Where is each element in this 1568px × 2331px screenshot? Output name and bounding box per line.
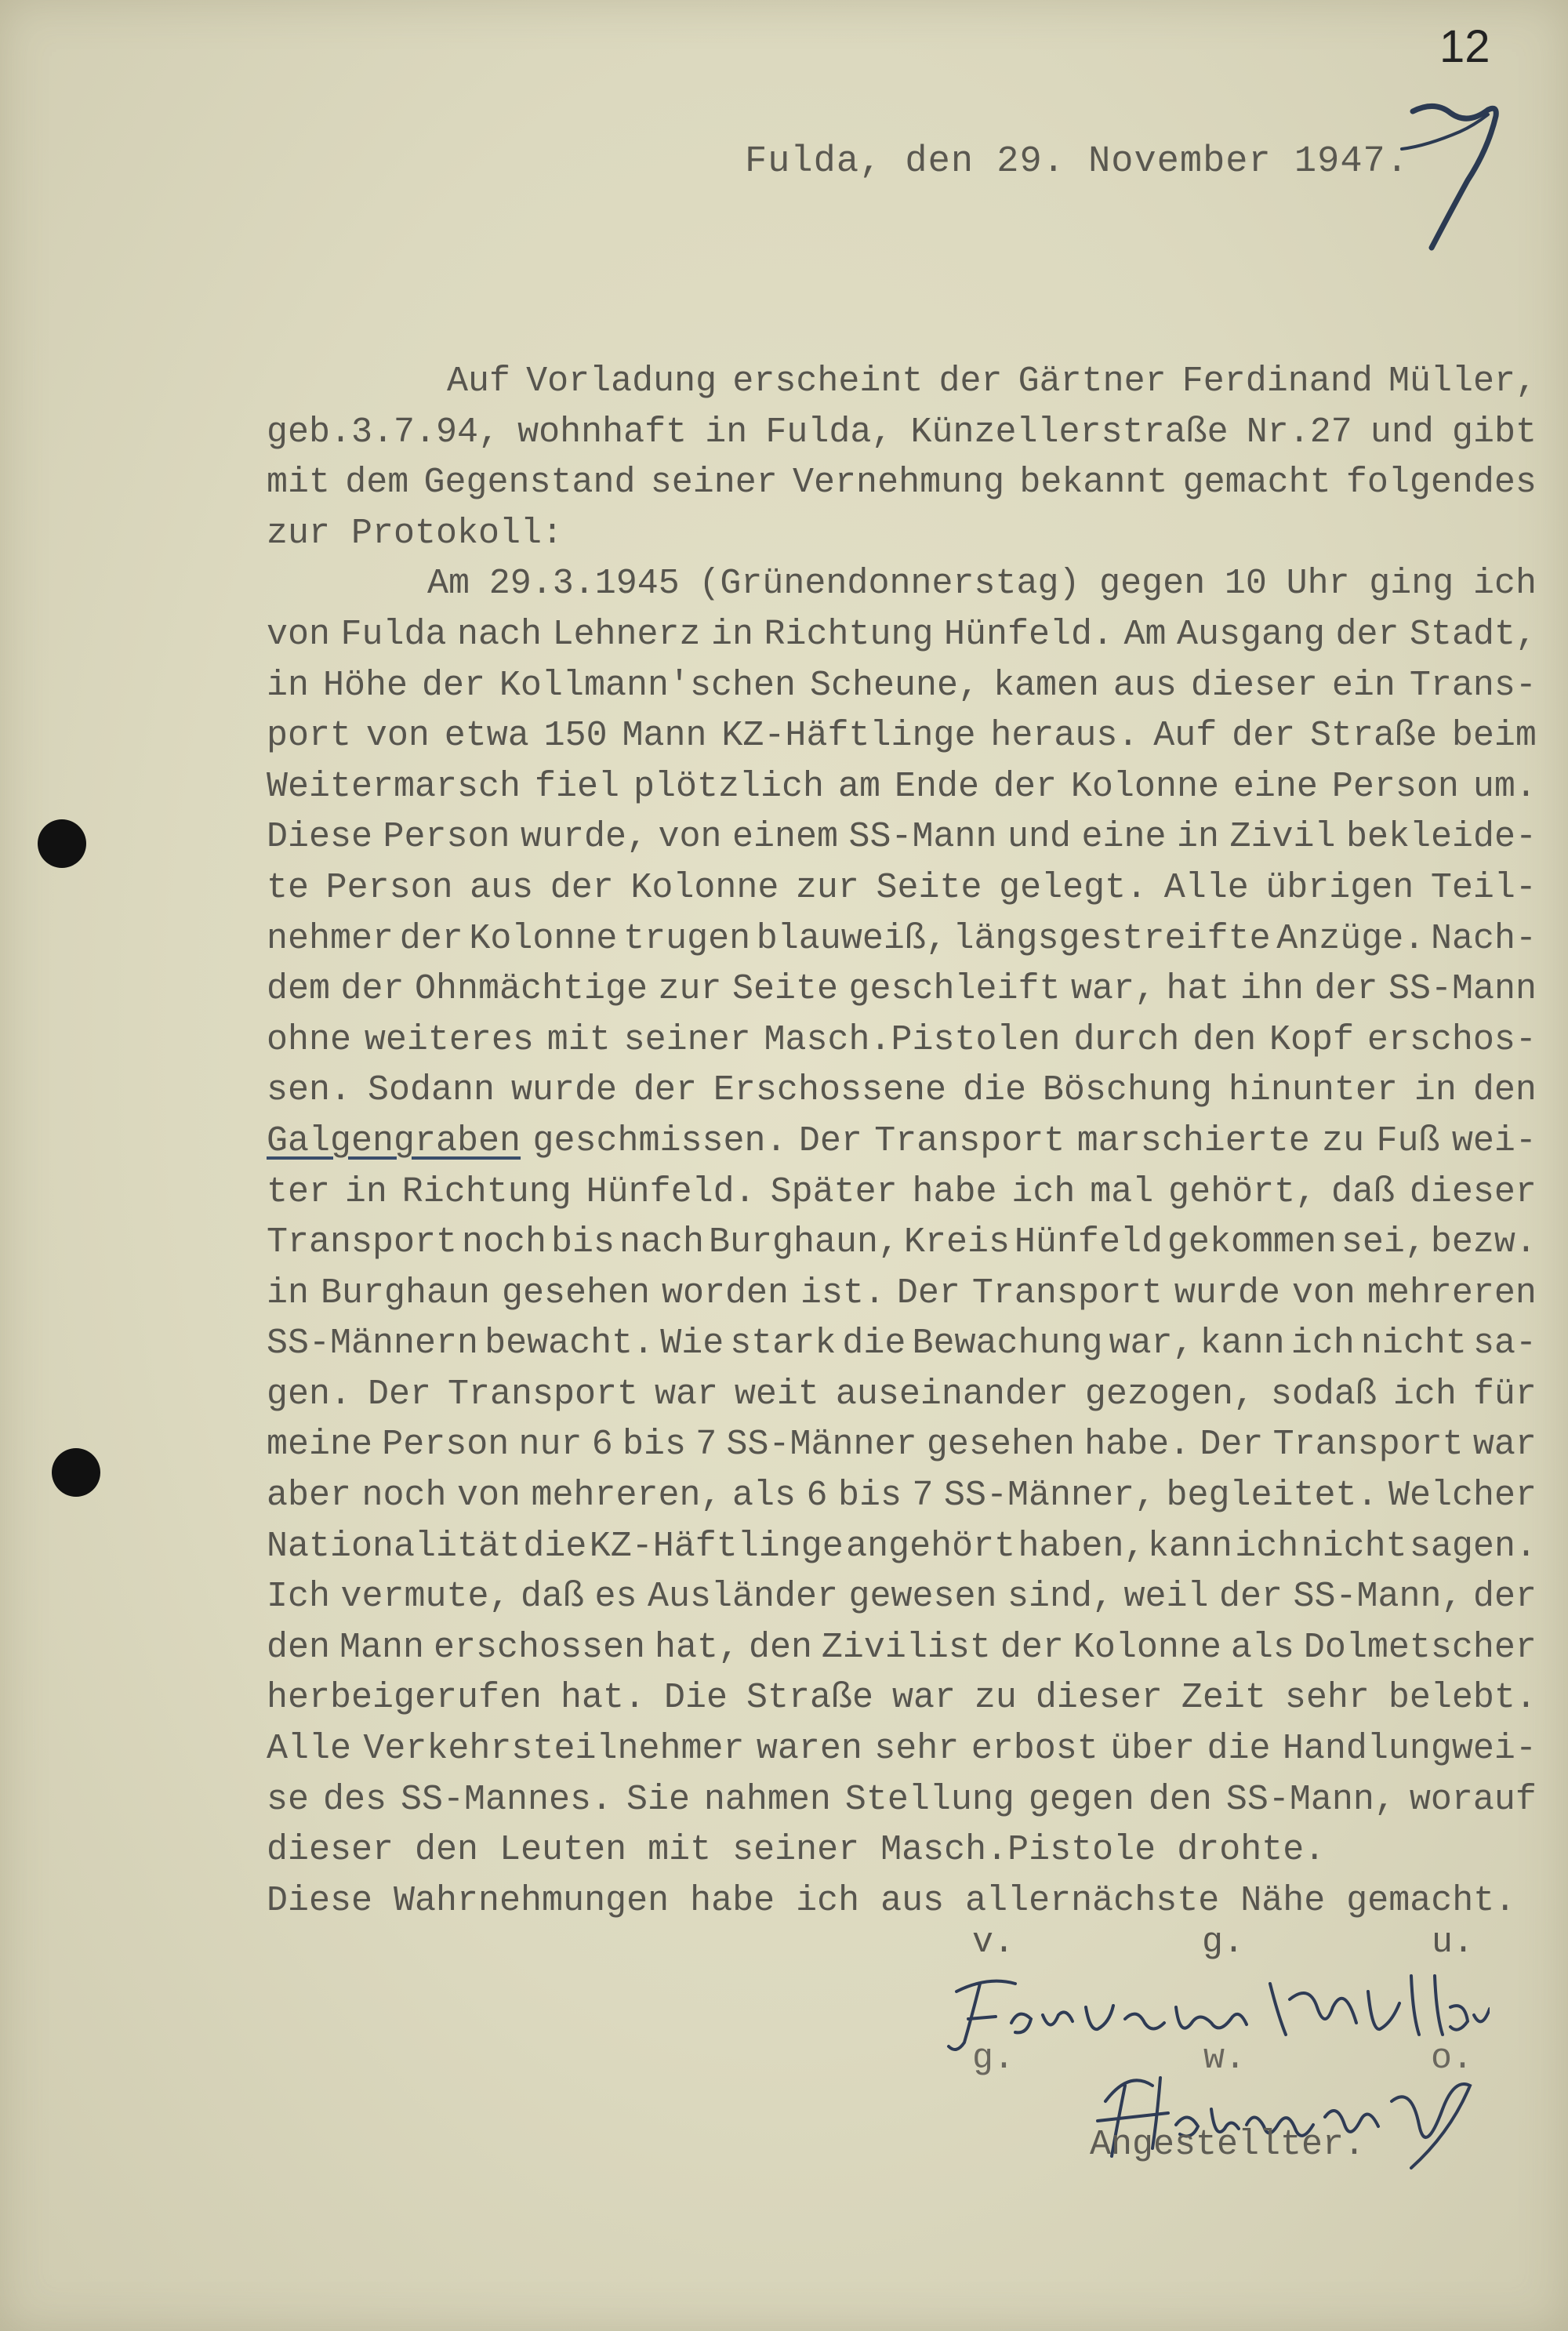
protocol-line: Diese Wahrnehmungen habe ich aus allernächste Nähe gemacht. bbox=[267, 1880, 1516, 1921]
protocol-line: in Burghaun gesehen worden ist. Der Transport wurde von mehreren bbox=[267, 1273, 1537, 1313]
protocol-line: Transport noch bis nach Burghaun, Kreis Hünfeld gekommen sei, bezw. bbox=[267, 1222, 1537, 1263]
protocol-line: Diese Person wurde, von einem SS-Mann und eine in Zivil bekleide- bbox=[267, 817, 1537, 858]
protocol-line: dem der Ohnmächtige zur Seite geschleift war, hat ihn der SS-Mann bbox=[267, 969, 1537, 1010]
protocol-line: herbeigerufen hat. Die Straße war zu dieser Zeit sehr belebt. bbox=[267, 1678, 1537, 1719]
protocol-line: zur Protokoll: bbox=[267, 513, 564, 554]
protocol-line: port von etwa 150 Mann KZ-Häftlinge heraus. Auf der Straße beim bbox=[267, 716, 1537, 757]
vgu-u: u. bbox=[1431, 1923, 1474, 1962]
protocol-body bbox=[267, 357, 1537, 1926]
protocol-line: dieser den Leuten mit seiner Masch.Pistole drohte. bbox=[267, 1830, 1326, 1871]
protocol-line: Am 29.3.1945 (Grünendonnerstag) gegen 10 Uhr ging ich bbox=[427, 564, 1537, 605]
protocol-line: Alle Verkehrsteilnehmer waren sehr erbost über die Handlungwei- bbox=[267, 1729, 1537, 1770]
protocol-line: te Person aus der Kolonne zur Seite gelegt. Alle übrigen Teil- bbox=[267, 867, 1537, 908]
protocol-line: geb.3.7.94, wohnhaft in Fulda, Künzellerstraße Nr.27 und gibt bbox=[267, 412, 1537, 452]
gw-o: o. bbox=[1431, 2039, 1474, 2079]
punch-hole-bottom bbox=[52, 1448, 100, 1497]
protocol-line: von Fulda nach Lehnerz in Richtung Hünfeld. Am Ausgang der Stadt, bbox=[267, 614, 1537, 655]
protocol-line: in Höhe der Kollmann'schen Scheune, kamen aus dieser ein Trans- bbox=[267, 665, 1537, 706]
protocol-line: nehmer der Kolonne trugen blauweiß, längsgestreifte Anzüge. Nach- bbox=[267, 918, 1537, 959]
gw-g: g. bbox=[972, 2039, 1015, 2079]
date-line: Fulda, den 29. November 1947. bbox=[745, 141, 1409, 183]
protocol-line: Nationalität die KZ-Häftlinge angehört haben, kann ich nicht sagen. bbox=[267, 1526, 1537, 1567]
read-approved-signed bbox=[972, 1923, 1474, 1962]
handwritten-page-mark bbox=[1396, 94, 1513, 251]
archive-page-number: 12 bbox=[1439, 21, 1490, 72]
protocol-line: se des SS-Mannes. Sie nahmen Stellung gegen den SS-Mann, worauf bbox=[267, 1779, 1537, 1820]
protocol-line: ter in Richtung Hünfeld. Später habe ich mal gehört, daß dieser bbox=[267, 1171, 1537, 1212]
protocol-line: den Mann erschossen hat, den Zivilist der Kolonne als Dolmetscher bbox=[267, 1627, 1537, 1668]
protocol-line: sen. Sodann wurde der Erschossene die Böschung hinunter in den bbox=[267, 1070, 1537, 1111]
protocol-line: meine Person nur 6 bis 7 SS-Männer gesehen habe. Der Transport war bbox=[267, 1425, 1537, 1465]
official-title: Angestellter. bbox=[1090, 2125, 1366, 2165]
protocol-line: Auf Vorladung erscheint der Gärtner Ferdinand Müller, bbox=[447, 361, 1537, 401]
vgu-v: v. bbox=[972, 1923, 1015, 1962]
protocol-line: Ich vermute, daß es Ausländer gewesen sind, weil der SS-Mann, der bbox=[267, 1577, 1537, 1618]
protocol-line: ohne weiteres mit seiner Masch.Pistolen durch den Kopf erschos- bbox=[267, 1019, 1537, 1060]
protocol-line: aber noch von mehreren, als 6 bis 7 SS-Männer, begleitet. Welcher bbox=[267, 1476, 1537, 1516]
protocol-line: Weitermarsch fiel plötzlich am Ende der Kolonne eine Person um. bbox=[267, 766, 1537, 807]
protocol-line: Galgengraben geschmissen. Der Transport marschierte zu Fuß wei- bbox=[267, 1120, 1537, 1161]
protocol-line: mit dem Gegenstand seiner Vernehmung bekannt gemacht folgendes bbox=[267, 463, 1537, 503]
protocol-line: SS-Männern bewacht. Wie stark die Bewachung war, kann ich nicht sa- bbox=[267, 1323, 1537, 1364]
gw-w: w. bbox=[1203, 2039, 1247, 2079]
vgu-g: g. bbox=[1201, 1923, 1244, 1962]
protocol-line: gen. Der Transport war weit auseinander gezogen, sodaß ich für bbox=[267, 1374, 1537, 1414]
punch-hole-top bbox=[38, 819, 86, 868]
